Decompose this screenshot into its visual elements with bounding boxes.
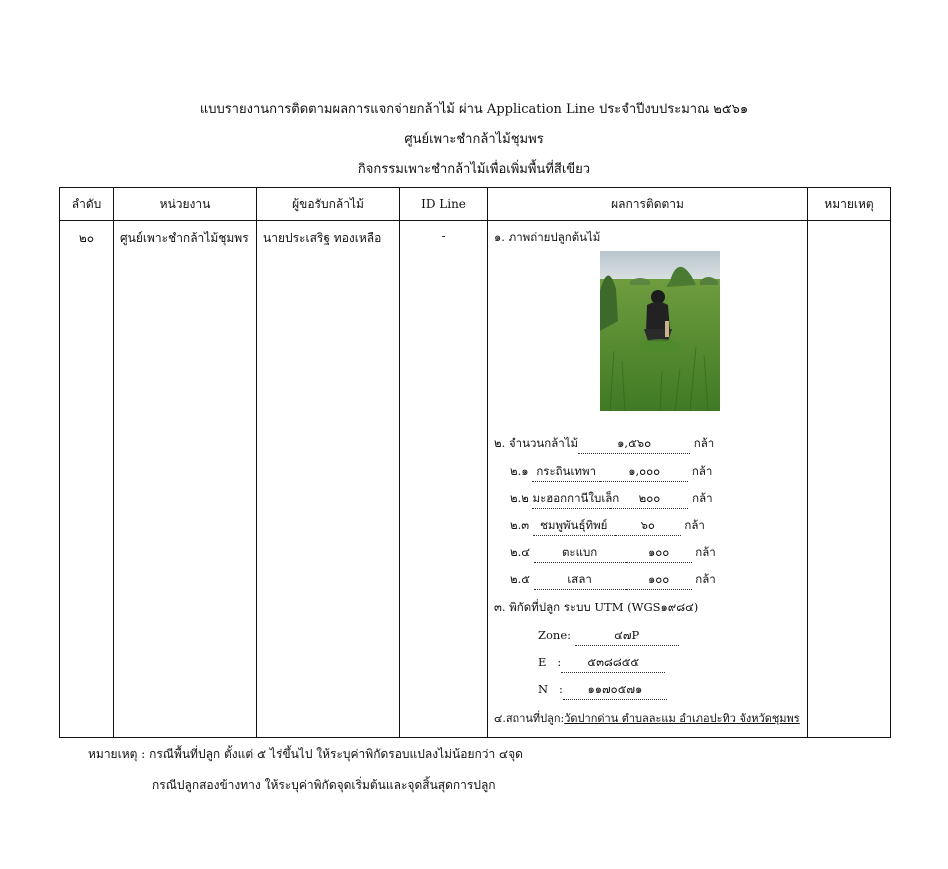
species-no: ๒.๕ — [510, 572, 530, 586]
footnote-text-2: กรณีปลูกสองข้างทาง ให้ระบุค่าพิกัดจุดเริ่มต้นและจุดสิ้นสุดการปลูก — [152, 778, 496, 792]
species-line — [510, 571, 716, 590]
species-qty: ๑,๐๐๐ — [600, 463, 688, 482]
cell-result — [488, 221, 808, 738]
species-no: ๒.๑ — [510, 464, 529, 478]
footnote-line-1 — [88, 745, 523, 764]
cell-recipient: นายประเสริฐ ทองเหลือ — [257, 221, 400, 738]
table-header-row — [60, 188, 891, 221]
footnote-label: หมายเหตุ : — [88, 747, 146, 761]
species-unit: กล้า — [695, 545, 716, 559]
col-header-id-line: ID Line — [400, 188, 488, 221]
coord-label: ๓. พิกัดที่ปลูก ระบบ UTM (WGS๑๙๘๔) — [494, 600, 699, 614]
species-no: ๒.๓ — [510, 518, 530, 532]
species-unit: กล้า — [692, 491, 713, 505]
place-label: ๔.สถานที่ปลูก: — [494, 712, 565, 725]
species-name: เสลา — [534, 571, 626, 590]
cell-id-line: - — [400, 221, 488, 738]
col-header-result: ผลการติดตาม — [488, 188, 808, 221]
place-value: วัดปากด่าน ตำบลละแม อำเภอปะทิว จังหวัดชุมพร — [564, 712, 800, 725]
species-qty: ๒๐๐ — [610, 490, 688, 509]
table-row — [60, 221, 891, 738]
easting-value: ๕๓๘๘๕๕ — [561, 654, 665, 673]
activity-name: กิจกรรมเพาะชำกล้าไม้เพื่อเพิ่มพื้นที่สีเขียว — [357, 162, 591, 177]
cell-no: ๒๐ — [60, 221, 114, 738]
species-line — [510, 490, 713, 509]
total-unit: กล้า — [693, 436, 715, 450]
species-no: ๒.๔ — [510, 545, 530, 559]
species-name: กระถินเทพา — [532, 463, 600, 482]
species-line — [510, 463, 712, 482]
easting-label: E — [538, 655, 547, 669]
cell-agency: ศูนย์เพาะชำกล้าไม้ชุมพร — [114, 221, 257, 738]
report-table — [59, 187, 891, 738]
species-qty: ๑๐๐ — [626, 544, 692, 563]
species-qty: ๑๐๐ — [626, 571, 692, 590]
species-line — [510, 517, 705, 536]
report-title: แบบรายงานการติดตามผลการแจกจ่ายกล้าไม้ ผ่าน Application Line ประจำปีงบประมาณ ๒๕๖๑ — [199, 102, 749, 117]
zone-label: Zone: — [538, 628, 572, 642]
species-unit: กล้า — [691, 464, 713, 478]
total-line — [494, 435, 714, 454]
cell-remark — [808, 221, 891, 738]
photo-label: ๑. ภาพถ่ายปลูกต้นไม้ — [494, 230, 601, 244]
species-name: ตะแบก — [534, 544, 626, 563]
total-value: ๑,๕๖๐ — [578, 435, 690, 454]
northing-label: N — [538, 682, 549, 696]
col-header-remark: หมายเหตุ — [808, 188, 891, 221]
northing-value: ๑๑๗๐๕๗๑ — [563, 681, 667, 700]
planting-photo-image — [600, 251, 720, 411]
zone-line — [538, 627, 679, 646]
footnote-text-1: กรณีพื้นที่ปลูก ตั้งแต่ ๕ ไร่ขึ้นไป ให้ระบุค่าพิกัดรอบแปลงไม่น้อยกว่า ๔จุด — [149, 747, 523, 761]
easting-line: E : ๕๓๘๘๕๕ — [538, 654, 665, 673]
center-name: ศูนย์เพาะชำกล้าไม้ชุมพร — [404, 132, 544, 147]
species-name: มะฮอกกานีใบเล็ก — [532, 490, 610, 509]
species-qty: ๖๐ — [615, 517, 681, 536]
species-unit: กล้า — [695, 572, 716, 586]
species-line — [510, 544, 716, 563]
col-header-agency: หน่วยงาน — [114, 188, 257, 221]
species-name: ชมพูพันธุ์ทิพย์ — [533, 517, 615, 536]
planting-photo — [600, 251, 720, 411]
total-label: ๒. จำนวนกล้าไม้ — [494, 436, 579, 450]
species-unit: กล้า — [684, 518, 705, 532]
zone-value: ๔๗P — [575, 627, 679, 646]
northing-line: N : ๑๑๗๐๕๗๑ — [538, 681, 667, 700]
place-line — [494, 709, 800, 727]
col-header-no: ลำดับ — [60, 188, 114, 221]
col-header-recipient: ผู้ขอรับกล้าไม้ — [257, 188, 400, 221]
species-no: ๒.๒ — [510, 491, 529, 505]
